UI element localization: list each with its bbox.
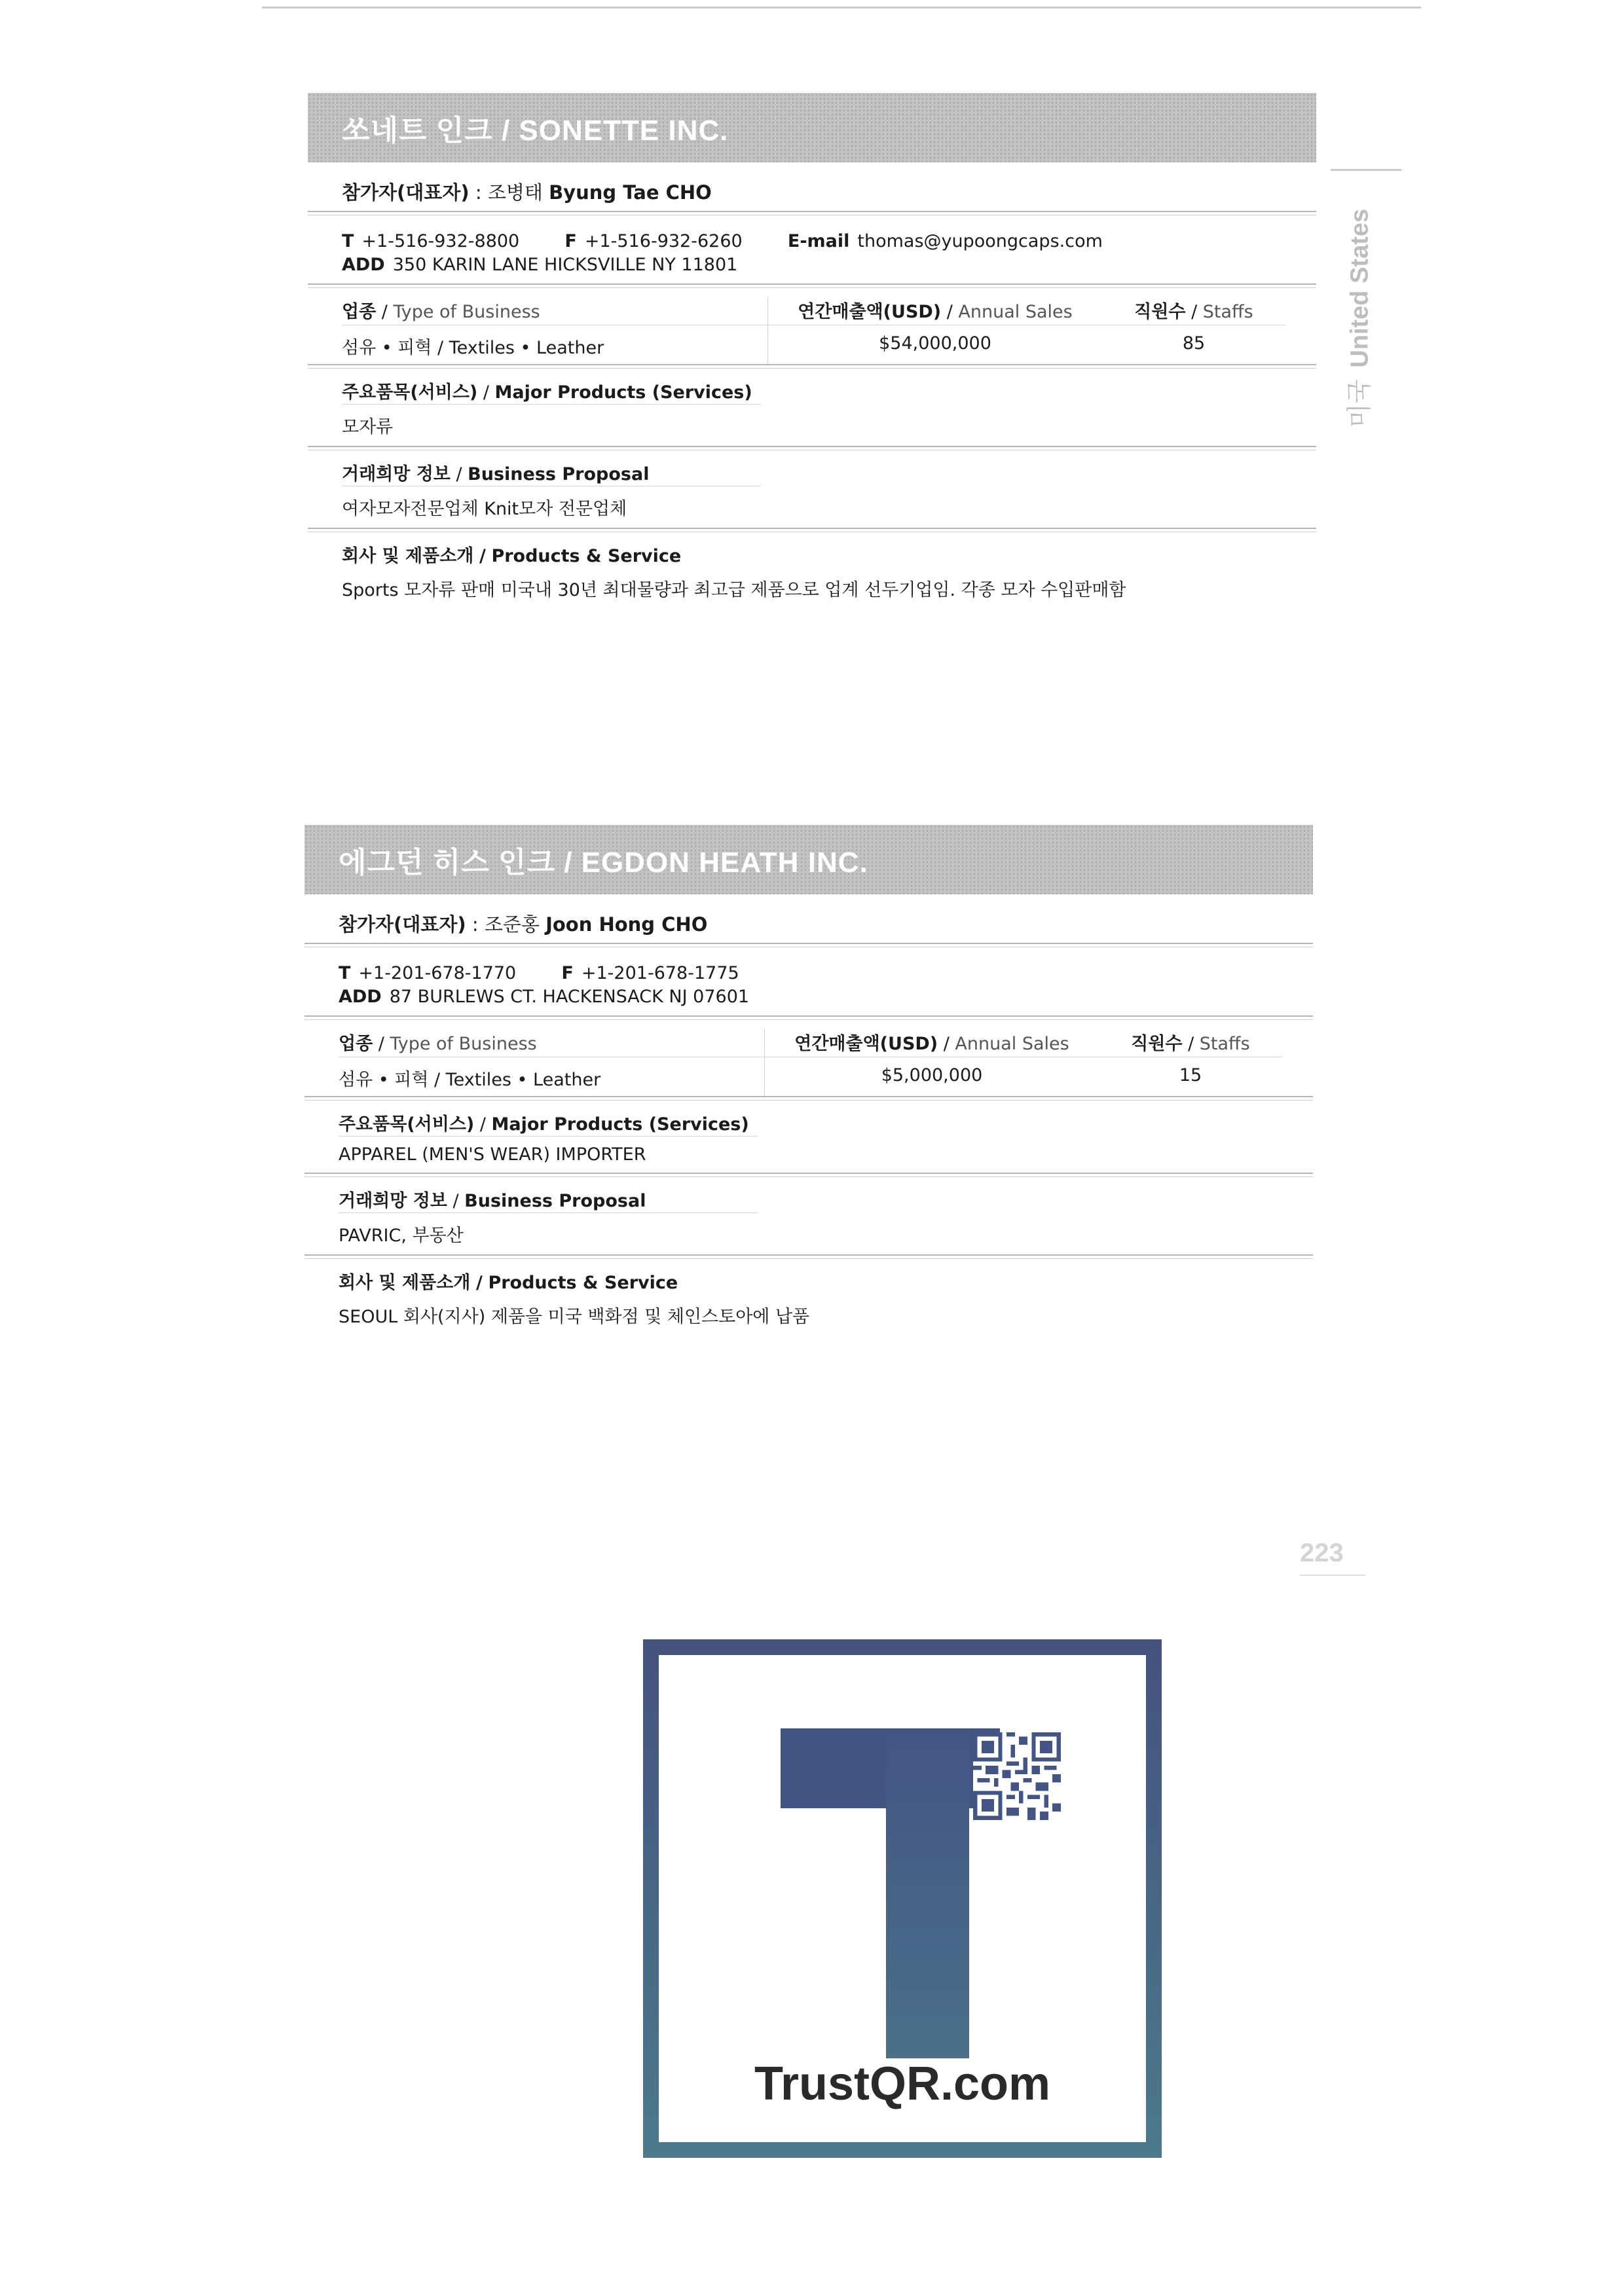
email-label: E-mail [787,231,850,251]
country-label-ko: 미국 [1346,379,1374,428]
products-value: 모자류 [342,417,394,437]
fax-label: F [564,231,577,251]
products-label-en: Major Products (Services) [491,1114,749,1135]
side-rule [1331,169,1401,171]
proposal-value: 여자모자전문업체 Knit모자 전문업체 [342,499,627,519]
products-value: APPAREL (MEN'S WEAR) IMPORTER [339,1144,646,1165]
address-value: 350 KARIN LANE HICKSVILLE NY 11801 [392,255,738,275]
annual-sales-label-en: Annual Sales [955,1034,1069,1054]
staffs-value: 85 [1182,333,1206,354]
business-type-label-ko: 업종 [342,302,377,322]
proposal-section: 거래희망 정보 / Business Proposal PAVRIC, 부동산 [304,1177,1313,1254]
divider [304,1015,1313,1020]
divider [304,943,1313,947]
products-label-ko: 주요품목(서비스) [339,1114,475,1135]
representative-separator: : [475,181,482,204]
representative-label: 참가자(대표자) [339,913,466,936]
tel-value: +1-516-932-8800 [361,231,520,251]
annual-sales-value: $54,000,000 [879,333,991,354]
business-type-label-ko: 업종 [339,1034,373,1054]
representative-name-ko: 조병태 [487,181,543,204]
staffs-label-ko: 직원수 [1134,302,1186,322]
proposal-label-ko: 거래희망 정보 [342,464,451,484]
staffs-label-ko: 직원수 [1131,1034,1183,1054]
intro-label-en: Products & Service [488,1273,678,1293]
annual-sales-value: $5,000,000 [881,1065,983,1085]
tel-label: T [339,963,351,983]
representative-name-en: Byung Tae CHO [549,181,712,204]
proposal-label-en: Business Proposal [464,1191,646,1211]
proposal-section: 거래희망 정보 / Business Proposal 여자모자전문업체 Knit모자 전문업체 [308,450,1316,528]
annual-sales-label-ko: 연간매출액(USD) [794,1034,938,1054]
annual-sales-label-ko: 연간매출액(USD) [798,302,942,322]
business-type-label-en: Type of Business [393,302,540,322]
products-section: 주요품목(서비스) / Major Products (Services) 모자류 [308,369,1316,446]
representative-name-ko: 조준홍 [484,913,540,936]
staffs-value: 15 [1179,1065,1202,1085]
fax-value: +1-201-678-1775 [581,963,739,983]
country-side-label [1331,161,1376,462]
address-label: ADD [342,255,385,275]
products-label-en: Major Products (Services) [494,382,752,403]
intro-label-ko: 회사 및 제품소개 [339,1273,471,1293]
tel-value: +1-201-678-1770 [358,963,517,983]
tel-label: T [342,231,354,251]
representative-separator: : [471,913,479,936]
brand-name: TrustQR.com [754,2058,1051,2110]
business-type-label-en: Type of Business [390,1034,537,1054]
contact-info [308,215,1316,283]
representative-row [304,894,1313,943]
logo-t-stem [886,1728,969,2058]
intro-section: 회사 및 제품소개 / Products & Service SEOUL 회사(지사) 제품을 미국 백화점 및 체인스토아에 납품 [304,1259,1313,1336]
company-banner: 쏘네트 인크 / SONETTE INC. [308,93,1316,162]
business-type-value: 섬유 • 피혁 / Textiles • Leather [342,338,604,358]
intro-label-en: Products & Service [491,546,682,566]
business-info: 업종 / Type of Business 섬유 • 피혁 / Textiles • Leather 연간매출액(USD) / Annual Sales $5,000,000 직원수 / Staffs 15 [304,1020,1313,1096]
qr-code-icon [973,1732,1061,1820]
divider [308,528,1316,532]
fax-label: F [561,963,574,983]
divider [308,211,1316,215]
address-value: 87 BURLEWS CT. HACKENSACK NJ 07601 [389,987,750,1007]
annual-sales-label-en: Annual Sales [958,302,1073,322]
divider [308,446,1316,450]
divider [308,283,1316,288]
divider [304,1096,1313,1101]
representative-label: 참가자(대표자) [342,181,470,204]
divider [304,1173,1313,1177]
company-listing [308,93,1316,609]
company-listing [304,825,1313,1336]
representative-row [308,162,1316,211]
staffs-label-en: Staffs [1199,1034,1250,1054]
address-label: ADD [339,987,382,1007]
country-label [1339,209,1375,428]
intro-label-ko: 회사 및 제품소개 [342,546,474,566]
staffs-label-en: Staffs [1202,302,1253,322]
trustqr-logo [643,1639,1162,2158]
business-info: 업종 / Type of Business 섬유 • 피혁 / Textiles • Leather 연간매출액(USD) / Annual Sales $54,000,000 직원수 / Staffs 85 [308,288,1316,364]
intro-section: 회사 및 제품소개 / Products & Service Sports 모자류 판매 미국내 30년 최대물량과 최고급 제품으로 업계 선두기업임. 각종 모자 수입판매함 [308,532,1316,609]
business-type-value: 섬유 • 피혁 / Textiles • Leather [339,1070,601,1090]
contact-info [304,947,1313,1015]
page-number-rule [1300,1575,1365,1576]
proposal-label-ko: 거래희망 정보 [339,1191,447,1211]
divider [308,364,1316,369]
company-banner: 에그던 히스 인크 / EGDON HEATH INC. [304,825,1313,894]
representative-name-en: Joon Hong CHO [545,913,708,936]
proposal-label-en: Business Proposal [468,464,650,484]
intro-value: Sports 모자류 판매 미국내 30년 최대물량과 최고급 제품으로 업계 선두기업임. 각종 모자 수입판매함 [342,580,1126,600]
proposal-value: PAVRIC, 부동산 [339,1226,464,1246]
fax-value: +1-516-932-6260 [584,231,743,251]
products-label-ko: 주요품목(서비스) [342,382,478,403]
intro-value: SEOUL 회사(지사) 제품을 미국 백화점 및 체인스토아에 납품 [339,1307,810,1327]
page-number: 223 [1300,1539,1344,1567]
email-value: thomas@yupoongcaps.com [857,231,1103,251]
top-rule [262,7,1421,9]
country-label-en: United States [1346,208,1374,368]
products-section: 주요품목(서비스) / Major Products (Services) APPAREL (MEN'S WEAR) IMPORTER [304,1101,1313,1173]
divider [304,1254,1313,1259]
